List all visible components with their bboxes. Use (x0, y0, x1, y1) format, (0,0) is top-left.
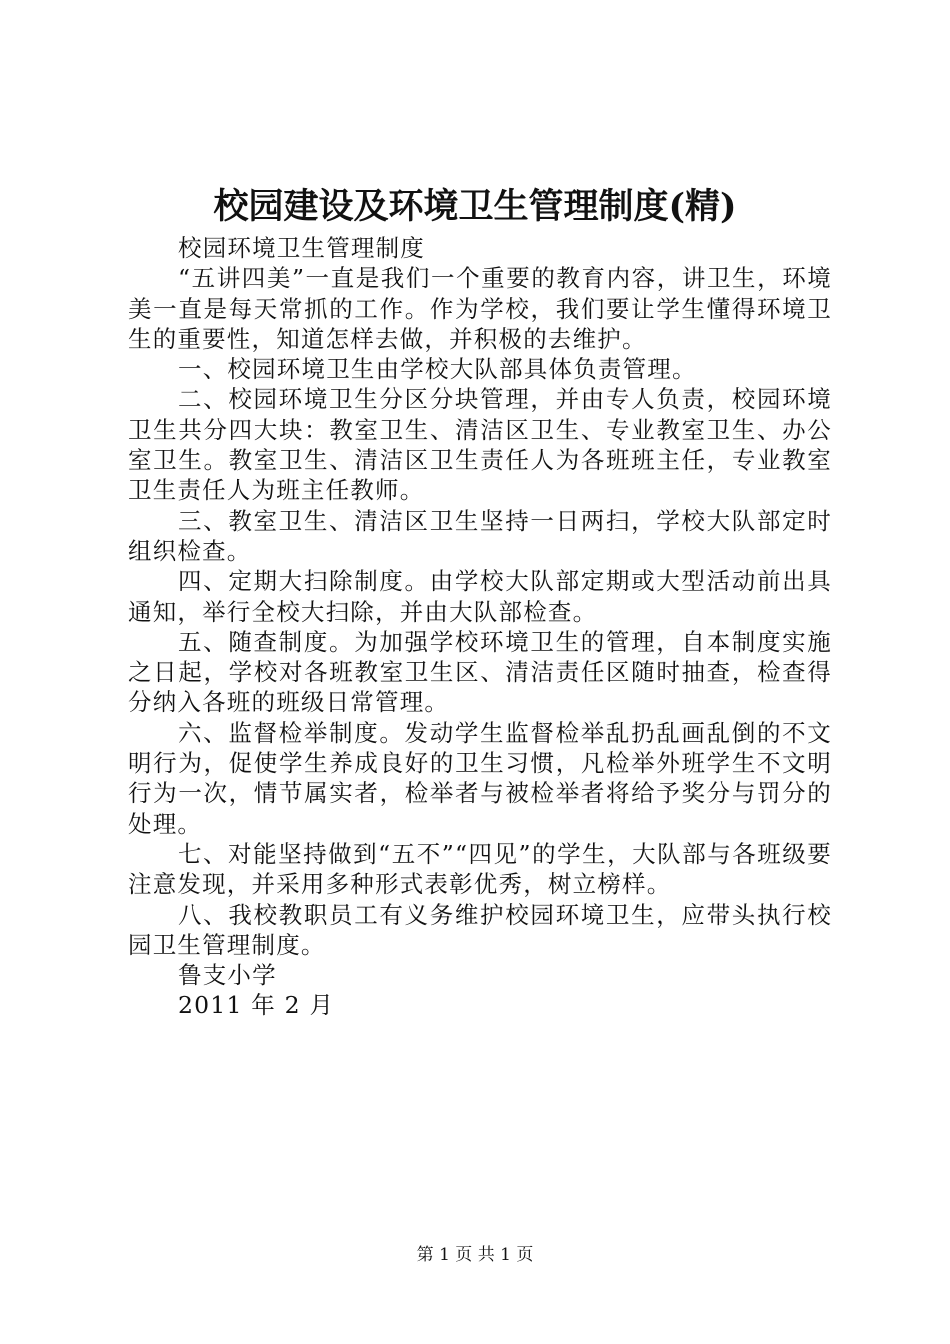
document-body (128, 233, 832, 1021)
paragraph-rule-8: 八、我校教职员工有义务维护校园环境卫生，应带头执行校园卫生管理制度。 (128, 900, 832, 959)
paragraph-rule-7: 七、对能坚持做到“五不”“四见”的学生，大队部与各班级要注意发现，并采用多种形式表彰优秀，树立榜样。 (128, 839, 832, 899)
page-title: 校园建设及环境卫生管理制度(精) (213, 186, 737, 227)
paragraph-intro: “五讲四美”一直是我们一个重要的教育内容，讲卫生，环境美一直是每天常抓的工作。作为学校，我们要让学生懂得环境卫生的重要性，知道怎样去做，并积极的去维护。 (128, 264, 832, 353)
document-subtitle: 校园环境卫生管理制度 (178, 234, 425, 262)
paragraph-rule-2: 二、校园环境卫生分区分块管理，并由专人负责，校园环境卫生共分四大块：教室卫生、清洁区卫生、专业教室卫生、办公室卫生。教室卫生、清洁区卫生责任人为各班班主任，专业教室卫生责任人为班主任教师。 (128, 385, 832, 505)
paragraph-rule-5: 五、随查制度。为加强学校环境卫生的管理，自本制度实施之日起，学校对各班教室卫生区、清洁责任区随时抽查，检查得分纳入各班的班级日常管理。 (128, 627, 832, 717)
paragraph-rule-6: 六、监督检举制度。发动学生监督检举乱扔乱画乱倒的不文明行为，促使学生养成良好的卫生习惯，凡检举外班学生不文明行为一次，情节属实者，检举者与被检举者将给予奖分与罚分的处理。 (128, 718, 832, 838)
paragraph-rule-4: 四、定期大扫除制度。由学校大队部定期或大型活动前出具通知，举行全校大扫除，并由大队部检查。 (128, 567, 832, 626)
signature-school: 鲁支小学 (178, 961, 277, 990)
paragraph-rule-3: 三、教室卫生、清洁区卫生坚持一日两扫，学校大队部定时组织检查。 (128, 506, 832, 565)
paragraph-rule-1: 一、校园环境卫生由学校大队部具体负责管理。 (178, 355, 697, 384)
page-footer: 第 1 页 共 1 页 (416, 1245, 534, 1265)
document-date: 2011 年 2 月 (178, 991, 335, 1020)
